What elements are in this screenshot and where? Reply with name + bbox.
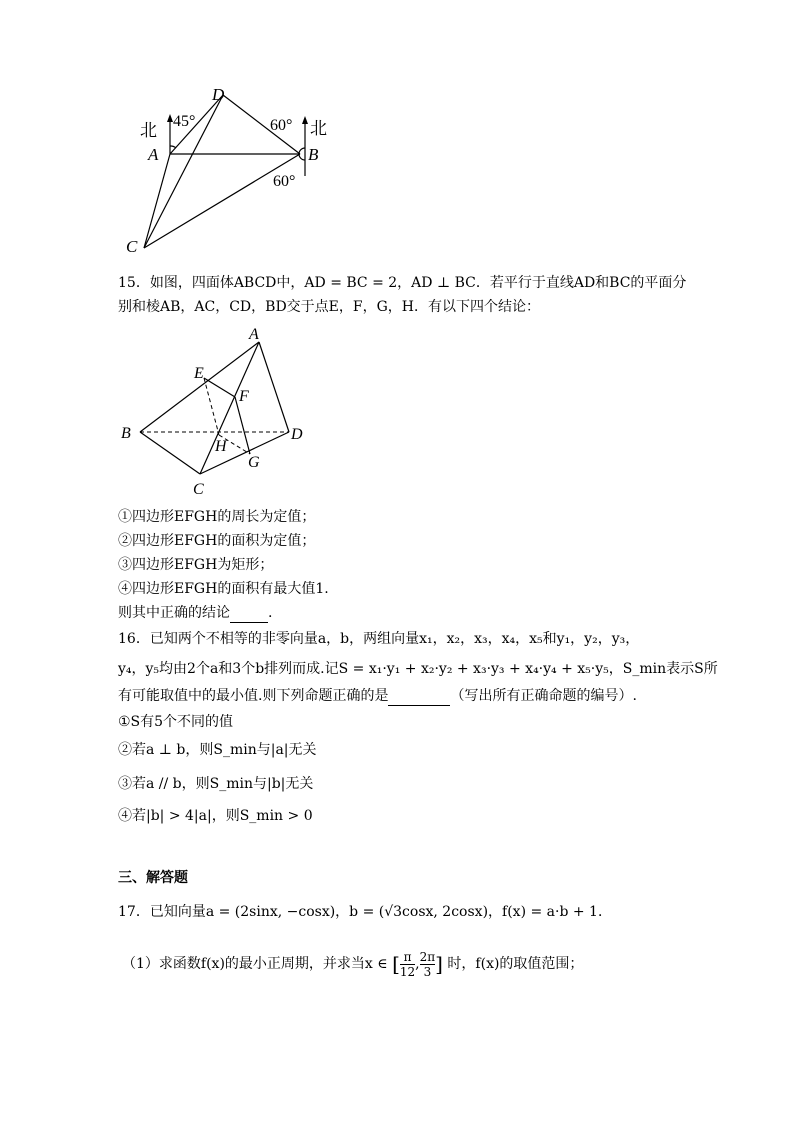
q16-line-3 bbox=[118, 686, 637, 706]
label-C: C bbox=[126, 237, 138, 256]
q16-line-3-end: （写出所有正确命题的编号）. bbox=[450, 688, 637, 704]
q17-frac-a-num: π bbox=[400, 950, 415, 965]
label-A: A bbox=[249, 326, 259, 343]
q17-part-1-end: 时，f(x)的取值范围； bbox=[447, 956, 584, 972]
north-label-left: 北 bbox=[140, 121, 157, 140]
angle-60-top-label: 60° bbox=[270, 117, 293, 134]
q16-option-4: ④若|b| > 4|a|，则S_min > 0 bbox=[118, 808, 313, 824]
q16-option-1: ①S有5个不同的值 bbox=[118, 714, 234, 730]
angle-60-bottom-label: 60° bbox=[273, 173, 296, 190]
label-E: E bbox=[194, 365, 204, 382]
q15-option-1: ①四边形EFGH的周长为定值； bbox=[118, 509, 316, 525]
q15-answer-prompt: 则其中正确的结论 bbox=[118, 605, 230, 621]
q16-line-2: y₄，y₅均由2个a和3个b排列而成.记S = x₁·y₁ + x₂·y₂ + x₃·y₃ + x₄·y₄ + x₅·y₅，S_min表示S所 bbox=[118, 661, 718, 677]
q17-frac-a-den: 12 bbox=[399, 964, 416, 979]
q15-answer-line: 则其中正确的结论 . bbox=[118, 605, 273, 621]
q17-frac-b-den: 3 bbox=[423, 964, 432, 979]
q16-answer-blank[interactable] bbox=[388, 689, 450, 706]
q17-part-1-start: （1）求函数f(x)的最小正周期，并求当x ∈ bbox=[122, 956, 388, 972]
q15-option-4: ④四边形EFGH的面积有最大值1. bbox=[118, 581, 329, 597]
bearing-figure bbox=[120, 80, 350, 260]
q16-line-1: 16．已知两个不相等的非零向量a，b，两组向量x₁，x₂，x₃，x₄，x₅和y₁，y₂，y₃， bbox=[118, 631, 640, 647]
q15-option-3: ③四边形EFGH为矩形； bbox=[118, 557, 274, 573]
q16-line-3-start: 有可能取值中的最小值.则下列命题正确的是 bbox=[118, 688, 389, 704]
q17-part-1: （1）求函数f(x)的最小正周期，并求当x ∈ [ $\frac{\pi}{12}$ , $\frac{2\pi}{3}$ ] 时，f(x)的取值范围； bbox=[122, 944, 583, 984]
q15-line-2: 别和棱AB，AC，CD，BD交于点E，F，G，H．有以下四个结论： bbox=[118, 299, 540, 315]
label-D: D bbox=[212, 85, 225, 104]
label-B: B bbox=[308, 145, 319, 164]
q15-line-1: 15．如图，四面体ABCD中，AD = BC = 2，AD ⊥ BC．若平行于直线AD和BC的平面分 bbox=[118, 275, 687, 291]
q15-answer-blank[interactable] bbox=[230, 606, 268, 623]
north-label-right: 北 bbox=[310, 119, 327, 138]
q17-line-1: 17．已知向量a = (2sinx, −cosx)，b = (√3cosx, 2cosx)，f(x) = a·b + 1． bbox=[118, 904, 612, 920]
label-G: G bbox=[248, 454, 260, 471]
label-H: H bbox=[215, 438, 227, 455]
label-D: D bbox=[291, 426, 303, 443]
tetrahedron-figure bbox=[115, 322, 315, 502]
label-A: A bbox=[148, 145, 159, 164]
label-F: F bbox=[239, 388, 249, 405]
q16-option-2: ②若a ⊥ b，则S_min与|a|无关 bbox=[118, 742, 317, 758]
section-3-heading: 三、解答题 bbox=[118, 870, 188, 886]
label-C: C bbox=[193, 481, 204, 498]
angle-45-label: 45° bbox=[173, 113, 196, 130]
label-B: B bbox=[121, 425, 131, 442]
q15-option-2: ②四边形EFGH的面积为定值； bbox=[118, 533, 316, 549]
q17-interval-lower bbox=[400, 950, 415, 979]
q17-interval-upper bbox=[420, 950, 436, 979]
q16-option-3: ③若a // b，则S_min与|b|无关 bbox=[118, 776, 314, 792]
q17-frac-b-num: 2π bbox=[419, 949, 436, 964]
q17-interval: [ bbox=[392, 952, 400, 976]
